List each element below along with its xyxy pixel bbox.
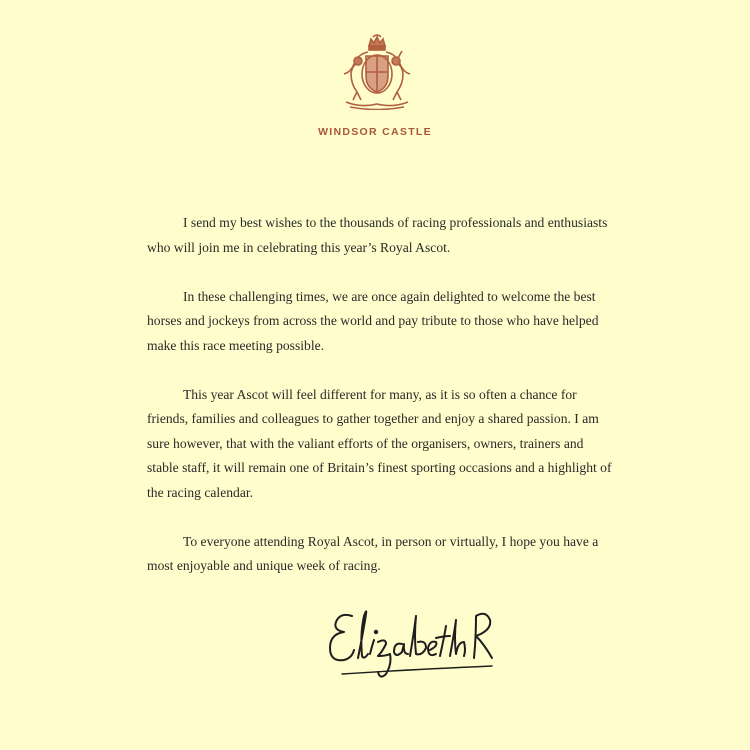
paragraph-1: I send my best wishes to the thousands of racing professionals and enthusiasts who will join me in celebrating this year’s Royal Ascot. [147,215,608,255]
letterhead-location: WINDSOR CASTLE [318,126,432,138]
paragraph-2: In these challenging times, we are once again delighted to welcome the best horses and jockeys from across the world and pay tribute to those who have helped make this race meeting possible. [147,288,599,353]
royal-coat-of-arms-icon [338,34,416,110]
letter-body [147,211,617,603]
paragraph-3: This year Ascot will feel different for many, as it is so often a chance for friends, families and colleagues to gather together and enjoy a shared passion. I am sure however, that with the valiant efforts of the organisers, owners, trainers and stable staff, it will remain one of Britain’s finest sporting occasions and a highlight of the racing calendar. [147,386,612,500]
paragraph-4: To everyone attending Royal Ascot, in person or virtually, I hope you have a most enjoyable and unique week of racing. [147,533,599,573]
handwritten-signature-icon [322,598,497,690]
